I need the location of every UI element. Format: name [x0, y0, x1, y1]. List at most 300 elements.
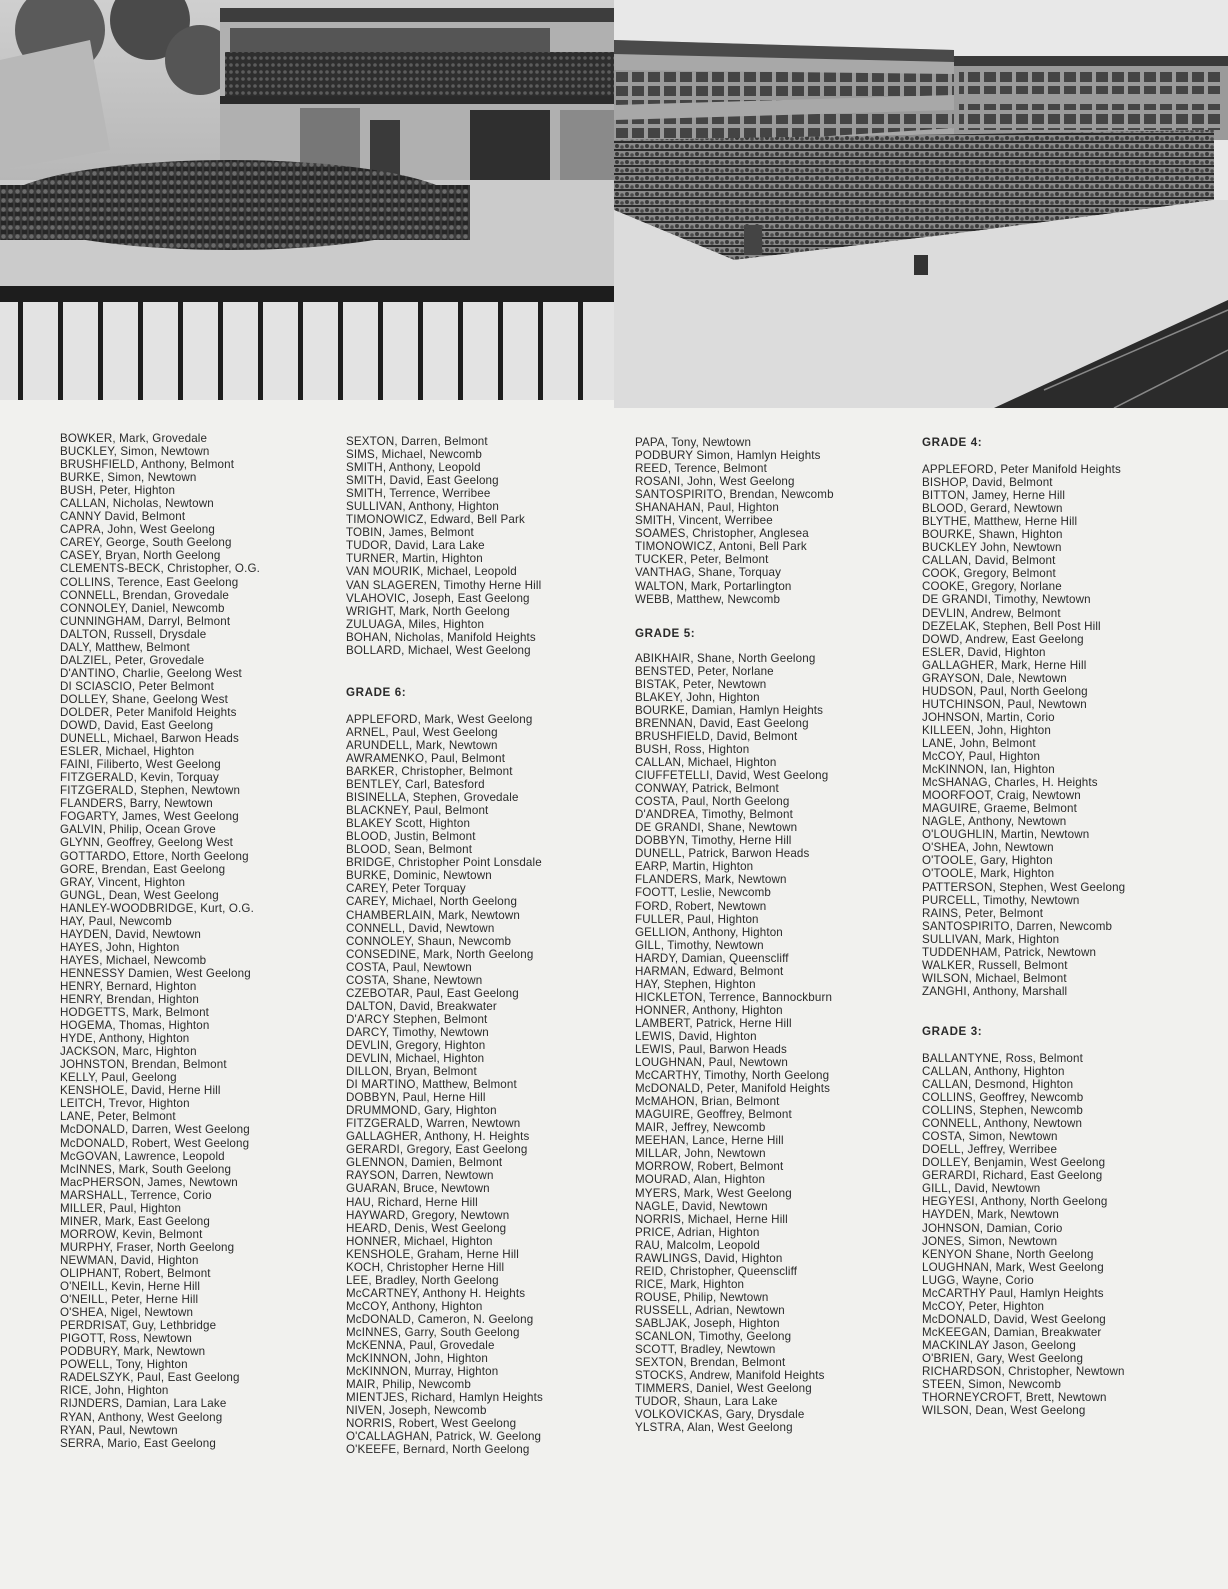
student-name-entry: WALTON, Mark, Portarlington: [635, 579, 792, 593]
student-name-entry: LAMBERT, Patrick, Herne Hill: [635, 1016, 792, 1030]
student-name-entry: HENRY, Bernard, Highton: [60, 979, 197, 993]
student-name-entry: RAYSON, Darren, Newtown: [346, 1169, 494, 1183]
student-name-entry: RIJNDERS, Damian, Lara Lake: [60, 1397, 227, 1411]
student-name-entry: GLYNN, Geoffrey, Geelong West: [60, 836, 233, 850]
student-name-entry: McCOY, Paul, Highton: [922, 750, 1041, 764]
student-name-entry: APPLEFORD, Mark, West Geelong: [346, 712, 533, 726]
student-name-entry: TIMMERS, Daniel, West Geelong: [635, 1382, 812, 1396]
student-name-entry: BUCKLEY, Simon, Newtown: [60, 445, 210, 459]
student-name-entry: McDONALD, Cameron, N. Geelong: [346, 1312, 534, 1326]
student-name-entry: CONNELL, Brendan, Grovedale: [60, 588, 230, 602]
student-name-entry: GOTTARDO, Ettore, North Geelong: [60, 849, 249, 863]
student-name-entry: DALTON, Russell, Drysdale: [60, 627, 207, 641]
student-name-entry: RAWLINGS, David, Highton: [635, 1251, 783, 1265]
student-name-entry: COSTA, Paul, Newtown: [346, 960, 472, 974]
student-name-entry: D'ANTINO, Charlie, Geelong West: [60, 666, 242, 680]
student-name-entry: BOLLARD, Michael, West Geelong: [346, 643, 531, 657]
student-name-entry: TUDOR, David, Lara Lake: [346, 539, 485, 553]
student-name-entry: VAN MOURIK, Michael, Leopold: [346, 565, 517, 579]
student-name-entry: McCARTHY Paul, Hamlyn Heights: [922, 1286, 1104, 1300]
student-name-entry: HAYES, Michael, Newcomb: [60, 953, 207, 967]
student-name-entry: DUNELL, Michael, Barwon Heads: [60, 732, 239, 746]
student-name-entry: PODBURY Simon, Hamlyn Heights: [635, 449, 821, 463]
student-name-entry: DEVLIN, Gregory, Highton: [346, 1038, 486, 1052]
student-name-entry: CLEMENTS-BECK, Christopher, O.G.: [60, 562, 261, 576]
student-name-entry: COSTA, Shane, Newtown: [346, 973, 483, 987]
student-name-entry: GRAYSON, Dale, Newtown: [922, 671, 1067, 685]
student-name-entry: MIENTJES, Richard, Hamlyn Heights: [346, 1391, 543, 1405]
student-name-entry: JONES, Simon, Newtown: [922, 1234, 1058, 1248]
student-name-entry: BLACKNEY, Paul, Belmont: [346, 804, 489, 818]
student-name-entry: RYAN, Anthony, West Geelong: [60, 1410, 223, 1424]
student-name-entry: LANE, Peter, Belmont: [60, 1110, 176, 1124]
student-name-entry: TUDOR, Shaun, Lara Lake: [635, 1395, 778, 1409]
student-name-entry: DOLLEY, Shane, Geelong West: [60, 692, 228, 706]
student-name-entry: HENRY, Brendan, Highton: [60, 993, 200, 1007]
grade-5-heading: GRADE 5:: [635, 626, 696, 640]
student-name-entry: OLIPHANT, Robert, Belmont: [60, 1267, 211, 1280]
student-name-entry: McSHANAG, Charles, H. Heights: [922, 776, 1098, 790]
student-name-entry: SMITH, Anthony, Leopold: [346, 461, 481, 475]
student-name-entry: FLANDERS, Barry, Newtown: [60, 797, 213, 811]
student-name-entry: TUCKER, Peter, Belmont: [635, 553, 769, 567]
student-name-entry: LEWIS, Paul, Barwon Heads: [635, 1043, 787, 1057]
student-name-entry: HOGEMA, Thomas, Highton: [60, 1019, 210, 1033]
student-name-entry: GILL, Timothy, Newtown: [635, 938, 764, 952]
student-name-entry: CALLAN, Desmond, Highton: [922, 1078, 1074, 1092]
student-name-entry: McDONALD, David, West Geelong: [922, 1312, 1106, 1326]
student-name-entry: BOWKER, Mark, Grovedale: [60, 432, 208, 445]
student-name-entry: RYAN, Paul, Newtown: [60, 1423, 178, 1437]
student-name-entry: KENYON Shane, North Geelong: [922, 1247, 1094, 1261]
student-name-entry: BOHAN, Nicholas, Manifold Heights: [346, 630, 536, 644]
student-name-entry: LEITCH, Trevor, Highton: [60, 1097, 190, 1111]
student-name-entry: CALLAN, David, Belmont: [922, 554, 1056, 568]
student-name-entry: WEBB, Matthew, Newcomb: [635, 592, 781, 606]
student-name-entry: DALTON, David, Breakwater: [346, 999, 497, 1013]
grade6-continued-list: [635, 436, 834, 606]
student-name-entry: TUDDENHAM, Patrick, Newtown: [922, 945, 1097, 959]
name-column-4: [922, 436, 1125, 1417]
student-name-entry: RAINS, Peter, Belmont: [922, 906, 1044, 920]
student-name-entry: POWELL, Tony, Highton: [60, 1358, 188, 1372]
student-name-entry: BUSH, Peter, Highton: [60, 484, 176, 498]
student-name-entry: SULLIVAN, Anthony, Highton: [346, 500, 499, 514]
student-name-entry: BURKE, Dominic, Newtown: [346, 869, 492, 883]
student-name-entry: BISTAK, Peter, Newtown: [635, 677, 767, 691]
student-name-entry: BUSH, Ross, Highton: [635, 742, 750, 756]
student-name-entry: VOLKOVICKAS, Gary, Drysdale: [635, 1408, 805, 1422]
student-name-entry: O'CALLAGHAN, Patrick, W. Geelong: [346, 1430, 542, 1444]
student-name-entry: MAGUIRE, Geoffrey, Belmont: [635, 1108, 792, 1122]
student-name-entry: THORNEYCROFT, Brett, Newtown: [922, 1391, 1107, 1405]
student-name-entry: GRAY, Vincent, Highton: [60, 875, 186, 889]
student-name-entry: SEXTON, Brendan, Belmont: [635, 1356, 786, 1370]
student-name-entry: D'ARCY Stephen, Belmont: [346, 1012, 488, 1026]
student-name-entry: MILLAR, John, Newtown: [635, 1147, 766, 1161]
student-name-entry: FAINI, Filiberto, West Geelong: [60, 758, 221, 772]
student-name-entry: McDONALD, Peter, Manifold Heights: [635, 1082, 831, 1096]
student-name-entry: SULLIVAN, Mark, Highton: [922, 932, 1060, 946]
student-name-entry: WILSON, Dean, West Geelong: [922, 1404, 1086, 1418]
student-name-entry: PODBURY, Mark, Newtown: [60, 1345, 206, 1359]
student-name-entry: DOWD, Andrew, East Geelong: [922, 632, 1084, 646]
student-name-entry: COOK, Gregory, Belmont: [922, 567, 1056, 581]
student-name-entry: REID, Christopher, Queenscliff: [635, 1264, 798, 1278]
student-name-entry: COLLINS, Terence, East Geelong: [60, 575, 239, 589]
student-name-entry: KENSHOLE, David, Herne Hill: [60, 1084, 221, 1098]
student-name-entry: HAYWARD, Gregory, Newtown: [346, 1208, 510, 1222]
student-name-entry: CONNELL, Anthony, Newtown: [922, 1117, 1083, 1131]
student-name-entry: MacPHERSON, James, Newtown: [60, 1175, 238, 1189]
student-name-entry: CONNOLEY, Shaun, Newcomb: [346, 934, 512, 948]
student-name-entry: TURNER, Martin, Highton: [346, 552, 483, 566]
grade-6-list: [346, 713, 543, 1457]
name-column-1: [60, 432, 260, 1450]
student-name-entry: GLENNON, Damien, Belmont: [346, 1156, 503, 1170]
student-name-entry: O'SHEA, John, Newtown: [922, 841, 1054, 855]
student-name-entry: GALVIN, Philip, Ocean Grove: [60, 823, 216, 837]
student-name-entry: NORRIS, Michael, Herne Hill: [635, 1212, 788, 1226]
student-name-entry: BITTON, Jamey, Herne Hill: [922, 489, 1066, 503]
student-name-entry: CONSEDINE, Mark, North Geelong: [346, 947, 534, 961]
student-name-entry: McDONALD, Darren, West Geelong: [60, 1123, 250, 1137]
student-name-entry: NORRIS, Robert, West Geelong: [346, 1417, 517, 1431]
student-name-entry: NIVEN, Joseph, Newcomb: [346, 1404, 487, 1418]
student-name-entry: MAGUIRE, Graeme, Belmont: [922, 802, 1078, 816]
student-name-entry: MACKINLAY Jason, Geelong: [922, 1338, 1076, 1352]
student-name-entry: CAREY, George, South Geelong: [60, 536, 232, 550]
student-name-entry: BRUSHFIELD, Anthony, Belmont: [60, 458, 235, 472]
photo-assembly: [0, 0, 614, 400]
student-name-entry: ROUSE, Philip, Newtown: [635, 1290, 769, 1304]
student-name-entry: O'TOOLE, Mark, Highton: [922, 867, 1055, 881]
student-name-entry: FULLER, Paul, Highton: [635, 912, 759, 926]
student-name-entry: McKINNON, Murray, Highton: [346, 1365, 499, 1379]
student-name-entry: MILLER, Paul, Highton: [60, 1201, 182, 1215]
student-name-entry: BENTLEY, Carl, Batesford: [346, 778, 485, 792]
student-name-entry: FLANDERS, Mark, Newtown: [635, 873, 787, 887]
student-name-entry: HEARD, Denis, West Geelong: [346, 1221, 507, 1235]
student-name-entry: MAIR, Philip, Newcomb: [346, 1378, 471, 1392]
student-name-entry: PURCELL, Timothy, Newtown: [922, 893, 1080, 907]
name-column-2: [346, 435, 543, 1456]
student-name-entry: GUNGL, Dean, West Geelong: [60, 888, 219, 902]
student-name-entry: CUNNINGHAM, Darryl, Belmont: [60, 614, 231, 628]
student-name-entry: STOCKS, Andrew, Manifold Heights: [635, 1369, 825, 1383]
student-name-entry: DEZELAK, Stephen, Bell Post Hill: [922, 619, 1101, 633]
student-name-entry: FITZGERALD, Warren, Newtown: [346, 1117, 521, 1131]
student-name-entry: BUCKLEY John, Newtown: [922, 541, 1062, 555]
student-name-entry: KILLEEN, John, Highton: [922, 723, 1051, 737]
grade-5-list: [635, 652, 834, 1435]
student-name-entry: DI SCIASCIO, Peter Belmont: [60, 679, 215, 693]
student-name-entry: COSTA, Paul, North Geelong: [635, 795, 790, 809]
student-name-entry: McMAHON, Brian, Belmont: [635, 1095, 780, 1109]
student-name-entry: SANTOSPIRITO, Brendan, Newcomb: [635, 488, 834, 502]
student-name-entry: BLYTHE, Matthew, Herne Hill: [922, 515, 1078, 529]
student-name-entry: SCOTT, Bradley, Newtown: [635, 1343, 776, 1357]
student-name-entry: MORROW, Kevin, Belmont: [60, 1227, 203, 1241]
student-name-entry: MYERS, Mark, West Geelong: [635, 1186, 792, 1200]
student-name-entry: MOORFOOT, Craig, Newtown: [922, 789, 1081, 803]
student-name-entry: ARUNDELL, Mark, Newtown: [346, 738, 498, 752]
student-name-entry: DUNELL, Patrick, Barwon Heads: [635, 847, 810, 861]
student-name-entry: PRICE, Adrian, Highton: [635, 1225, 760, 1239]
student-name-entry: BLOOD, Sean, Belmont: [346, 843, 473, 857]
student-name-entry: DALZIEL, Peter, Grovedale: [60, 653, 205, 667]
student-name-entry: BLOOD, Justin, Belmont: [346, 830, 476, 844]
student-name-entry: RICE, John, Highton: [60, 1384, 169, 1398]
student-name-entry: GALLAGHER, Mark, Herne Hill: [922, 658, 1087, 672]
student-name-entry: PERDRISAT, Guy, Lethbridge: [60, 1319, 217, 1333]
student-name-entry: CALLAN, Anthony, Highton: [922, 1064, 1065, 1078]
student-name-entry: STEEN, Simon, Newcomb: [922, 1378, 1062, 1392]
student-name-entry: HANLEY-WOODBRIDGE, Kurt, O.G.: [60, 901, 254, 915]
student-name-entry: HUTCHINSON, Paul, Newtown: [922, 697, 1087, 711]
student-name-entry: WILSON, Michael, Belmont: [922, 971, 1067, 985]
student-name-entry: O'NEILL, Kevin, Herne Hill: [60, 1280, 201, 1294]
student-name-entry: BLOOD, Gerard, Newtown: [922, 502, 1063, 516]
student-name-entry: COOKE, Gregory, Norlane: [922, 580, 1062, 594]
student-name-entry: HODGETTS, Mark, Belmont: [60, 1006, 210, 1020]
student-name-entry: HICKLETON, Terrence, Bannockburn: [635, 990, 833, 1004]
student-name-entry: HONNER, Michael, Highton: [346, 1234, 493, 1248]
student-name-entry: McKINNON, Ian, Highton: [922, 763, 1055, 777]
student-name-entry: NAGLE, Anthony, Newtown: [922, 815, 1067, 829]
student-name-entry: DEVLIN, Andrew, Belmont: [922, 606, 1061, 620]
student-name-entry: MORROW, Robert, Belmont: [635, 1160, 784, 1174]
grade-4-list: [922, 463, 1125, 998]
student-name-entry: DARCY, Timothy, Newtown: [346, 1025, 489, 1039]
student-name-entry: BISINELLA, Stephen, Grovedale: [346, 791, 519, 805]
student-name-entry: BLAKEY Scott, Highton: [346, 817, 471, 831]
student-name-entry: GALLAGHER, Anthony, H. Heights: [346, 1130, 530, 1144]
student-name-entry: YLSTRA, Alan, West Geelong: [635, 1421, 793, 1435]
student-name-entry: FITZGERALD, Kevin, Torquay: [60, 771, 219, 785]
student-name-entry: O'NEILL, Peter, Herne Hill: [60, 1293, 199, 1307]
student-name-entry: CONNOLEY, Daniel, Newcomb: [60, 601, 225, 615]
student-name-entry: BARKER, Christopher, Belmont: [346, 764, 513, 778]
student-name-entry: VAN SLAGEREN, Timothy Herne Hill: [346, 578, 542, 592]
student-name-entry: CIUFFETELLI, David, West Geelong: [635, 769, 829, 783]
student-name-entry: CALLAN, Michael, Highton: [635, 755, 777, 769]
student-name-entry: WRIGHT, Mark, North Geelong: [346, 604, 510, 618]
student-name-entry: DEVLIN, Michael, Highton: [346, 1052, 485, 1066]
student-name-entry: HAY, Paul, Newcomb: [60, 914, 172, 928]
student-name-entry: CZEBOTAR, Paul, East Geelong: [346, 986, 519, 1000]
student-name-entry: CALLAN, Nicholas, Newtown: [60, 497, 214, 511]
student-name-entry: MURPHY, Fraser, North Geelong: [60, 1240, 235, 1254]
student-name-entry: JOHNSON, Damian, Corio: [922, 1221, 1063, 1235]
student-name-entry: McINNES, Mark, South Geelong: [60, 1162, 232, 1176]
student-name-entry: VANTHAG, Shane, Torquay: [635, 566, 782, 580]
student-name-entry: ESLER, Michael, Highton: [60, 745, 195, 759]
student-name-entry: HEGYESI, Anthony, North Geelong: [922, 1195, 1108, 1209]
student-name-entry: CAREY, Peter Torquay: [346, 882, 466, 896]
student-name-entry: LOUGHNAN, Mark, West Geelong: [922, 1260, 1104, 1274]
grade-6-heading: GRADE 6:: [346, 685, 407, 699]
student-name-entry: TIMONOWICZ, Antoni, Bell Park: [635, 540, 807, 554]
student-name-entry: SHANAHAN, Paul, Highton: [635, 501, 779, 515]
student-name-entry: CAPRA, John, West Geelong: [60, 523, 215, 537]
student-name-entry: SABLJAK, Joseph, Highton: [635, 1317, 780, 1330]
student-name-entry: MEEHAN, Lance, Herne Hill: [635, 1134, 784, 1148]
student-name-entry: McKENNA, Paul, Grovedale: [346, 1339, 495, 1353]
student-name-entry: RICE, Mark, Highton: [635, 1277, 745, 1291]
student-name-entry: McKINNON, John, Highton: [346, 1352, 488, 1366]
student-name-entry: LEE, Bradley, North Geelong: [346, 1273, 499, 1287]
student-name-entry: DOBBYN, Timothy, Herne Hill: [635, 834, 792, 848]
student-name-entry: DOELL, Jeffrey, Werribee: [922, 1143, 1058, 1157]
student-name-entry: MINER, Mark, East Geelong: [60, 1214, 211, 1228]
student-name-entry: BRENNAN, David, East Geelong: [635, 716, 809, 730]
student-name-entry: GORE, Brendan, East Geelong: [60, 862, 226, 876]
student-name-entry: O'KEEFE, Bernard, North Geelong: [346, 1443, 530, 1457]
student-name-entry: BLAKEY, John, Highton: [635, 690, 760, 704]
student-name-entry: RICHARDSON, Christopher, Newtown: [922, 1365, 1125, 1379]
student-name-entry: ARNEL, Paul, West Geelong: [346, 725, 498, 739]
student-name-entry: SANTOSPIRITO, Darren, Newcomb: [922, 919, 1113, 933]
student-name-entry: DILLON, Bryan, Belmont: [346, 1065, 477, 1079]
student-name-entry: HARDY, Damian, Queenscliff: [635, 951, 789, 965]
student-name-entry: HAY, Stephen, Highton: [635, 977, 756, 991]
student-name-entry: VLAHOVIC, Joseph, East Geelong: [346, 591, 530, 605]
student-name-entry: EARP, Martin, Highton: [635, 860, 754, 874]
student-name-entry: HARMAN, Edward, Belmont: [635, 964, 784, 978]
grade-4-heading: GRADE 4:: [922, 436, 983, 449]
student-name-entry: TIMONOWICZ, Edward, Bell Park: [346, 513, 525, 527]
student-name-entry: McDONALD, Robert, West Geelong: [60, 1136, 250, 1150]
grade-3-list: [922, 1052, 1125, 1417]
student-name-entry: CAREY, Michael, North Geelong: [346, 895, 518, 909]
student-name-entry: FITZGERALD, Stephen, Newtown: [60, 784, 241, 798]
student-name-entry: SIMS, Michael, Newcomb: [346, 448, 483, 462]
student-name-entry: DRUMMOND, Gary, Highton: [346, 1104, 497, 1118]
student-name-entry: BENSTED, Peter, Norlane: [635, 664, 774, 678]
student-name-entry: NEWMAN, David, Highton: [60, 1253, 199, 1267]
student-name-entry: HUDSON, Paul, North Geelong: [922, 684, 1088, 698]
student-name-entry: GERARDI, Gregory, East Geelong: [346, 1143, 528, 1157]
student-name-entry: DOWD, David, East Geelong: [60, 719, 214, 733]
student-name-entry: LEWIS, David, Highton: [635, 1029, 757, 1043]
student-name-entry: DE GRANDI, Timothy, Newtown: [922, 593, 1091, 607]
student-name-entry: McGOVAN, Lawrence, Leopold: [60, 1149, 225, 1163]
student-name-entry: DOBBYN, Paul, Herne Hill: [346, 1091, 486, 1105]
grade7-continued-list: [346, 435, 543, 657]
student-name-entry: RAU, Malcolm, Leopold: [635, 1238, 760, 1252]
student-name-entry: KENSHOLE, Graham, Herne Hill: [346, 1247, 520, 1261]
student-name-entry: McKEEGAN, Damian, Breakwater: [922, 1325, 1102, 1339]
student-name-entry: ZULUAGA, Miles, Highton: [346, 617, 485, 631]
student-name-entry: DOLDER, Peter Manifold Heights: [60, 705, 237, 719]
student-name-entry: BALLANTYNE, Ross, Belmont: [922, 1051, 1083, 1065]
student-name-entry: JACKSON, Marc, Highton: [60, 1045, 197, 1059]
student-name-entry: GELLION, Anthony, Highton: [635, 925, 783, 939]
student-name-entry: GILL, David, Newtown: [922, 1182, 1041, 1196]
student-name-entry: D'ANDREA, Timothy, Belmont: [635, 808, 793, 822]
student-name-entry: CANNY David, Belmont: [60, 510, 186, 524]
student-name-entry: JOHNSTON, Brendan, Belmont: [60, 1058, 227, 1072]
student-name-entry: ROSANI, John, West Geelong: [635, 475, 795, 489]
student-name-entry: SMITH, Terrence, Werribee: [346, 487, 491, 501]
student-name-entry: GUARAN, Bruce, Newtown: [346, 1182, 490, 1196]
student-name-entry: JOHNSON, Martin, Corio: [922, 710, 1055, 724]
student-name-entry: LANE, John, Belmont: [922, 736, 1036, 750]
student-name-entry: DOLLEY, Benjamin, West Geelong: [922, 1156, 1106, 1170]
student-name-entry: GERARDI, Richard, East Geelong: [922, 1169, 1103, 1183]
student-name-entry: FORD, Robert, Newtown: [635, 899, 767, 913]
student-name-entry: SERRA, Mario, East Geelong: [60, 1436, 216, 1450]
student-name-entry: McCARTNEY, Anthony H. Heights: [346, 1286, 526, 1300]
student-name-entry: MOURAD, Alan, Highton: [635, 1173, 766, 1187]
student-name-entry: PIGOTT, Ross, Newtown: [60, 1332, 192, 1346]
student-name-entry: LUGG, Wayne, Corio: [922, 1273, 1034, 1287]
student-name-entry: SMITH, Vincent, Werribee: [635, 514, 773, 528]
name-column-3: [635, 436, 834, 1434]
student-name-entry: CHAMBERLAIN, Mark, Newtown: [346, 908, 520, 922]
student-name-entry: DE GRANDI, Shane, Newtown: [635, 821, 798, 835]
student-name-entry: MAIR, Jeffrey, Newcomb: [635, 1121, 766, 1135]
student-name-entry: CASEY, Bryan, North Geelong: [60, 549, 221, 563]
student-name-entry: McCARTHY, Timothy, North Geelong: [635, 1069, 830, 1083]
student-name-entry: BRUSHFIELD, David, Belmont: [635, 729, 798, 743]
student-name-entry: HAYDEN, David, Newtown: [60, 927, 201, 941]
student-name-entry: SMITH, David, East Geelong: [346, 474, 499, 488]
student-name-entry: DALY, Matthew, Belmont: [60, 640, 190, 654]
student-name-entry: BURKE, Simon, Newtown: [60, 471, 197, 485]
student-name-entry: REED, Terence, Belmont: [635, 462, 767, 476]
student-name-entry: McINNES, Garry, South Geelong: [346, 1326, 520, 1339]
grade-3-heading: GRADE 3:: [922, 1024, 983, 1038]
student-name-entry: O'LOUGHLIN, Martin, Newtown: [922, 828, 1090, 842]
student-name-entry: SOAMES, Christopher, Anglesea: [635, 527, 809, 541]
student-name-entry: HONNER, Anthony, Highton: [635, 1003, 783, 1017]
student-name-entry: MARSHALL, Terrence, Corio: [60, 1188, 212, 1202]
student-name-entry: COLLINS, Geoffrey, Newcomb: [922, 1091, 1084, 1105]
student-name-entry: O'TOOLE, Gary, Highton: [922, 854, 1053, 868]
student-name-entry: HENNESSY Damien, West Geelong: [60, 966, 251, 980]
student-name-entry: BOURKE, Damian, Hamlyn Heights: [635, 703, 824, 717]
student-name-entry: HAYES, John, Highton: [60, 940, 180, 954]
student-name-entry: O'BRIEN, Gary, West Geelong: [922, 1352, 1084, 1365]
student-name-entry: PAPA, Tony, Newtown: [635, 436, 752, 449]
student-name-entry: KOCH, Christopher Herne Hill: [346, 1260, 505, 1274]
student-name-entry: COSTA, Simon, Newtown: [922, 1130, 1058, 1144]
student-name-entry: RUSSELL, Adrian, Newtown: [635, 1303, 785, 1317]
student-name-entry: CONWAY, Patrick, Belmont: [635, 782, 779, 796]
student-name-entry: SCANLON, Timothy, Geelong: [635, 1330, 792, 1344]
student-name-entry: BOURKE, Shawn, Highton: [922, 528, 1063, 542]
student-name-entry: CONNELL, David, Newtown: [346, 921, 495, 935]
student-name-entry: McCOY, Peter, Highton: [922, 1299, 1045, 1313]
student-name-entry: TOBIN, James, Belmont: [346, 526, 474, 540]
student-name-entry: HAYDEN, Mark, Newtown: [922, 1208, 1059, 1222]
student-name-entry: HAU, Richard, Herne Hill: [346, 1195, 478, 1209]
student-name-entry: FOGARTY, James, West Geelong: [60, 810, 239, 824]
student-name-entry: APPLEFORD, Peter Manifold Heights: [922, 463, 1121, 476]
student-name-entry: McCOY, Anthony, Highton: [346, 1299, 483, 1313]
student-name-entry: BISHOP, David, Belmont: [922, 476, 1053, 490]
student-name-entry: ZANGHI, Anthony, Marshall: [922, 984, 1068, 998]
student-name-entry: SEXTON, Darren, Belmont: [346, 435, 488, 448]
student-name-entry: COLLINS, Stephen, Newcomb: [922, 1104, 1083, 1118]
student-name-entry: NAGLE, David, Newtown: [635, 1199, 768, 1213]
student-name-entry: BRIDGE, Christopher Point Lonsdale: [346, 856, 542, 870]
student-name-entry: FOOTT, Leslie, Newcomb: [635, 886, 772, 900]
student-name-entry: ESLER, David, Highton: [922, 645, 1046, 659]
student-name-entry: O'SHEA, Nigel, Newtown: [60, 1306, 194, 1320]
